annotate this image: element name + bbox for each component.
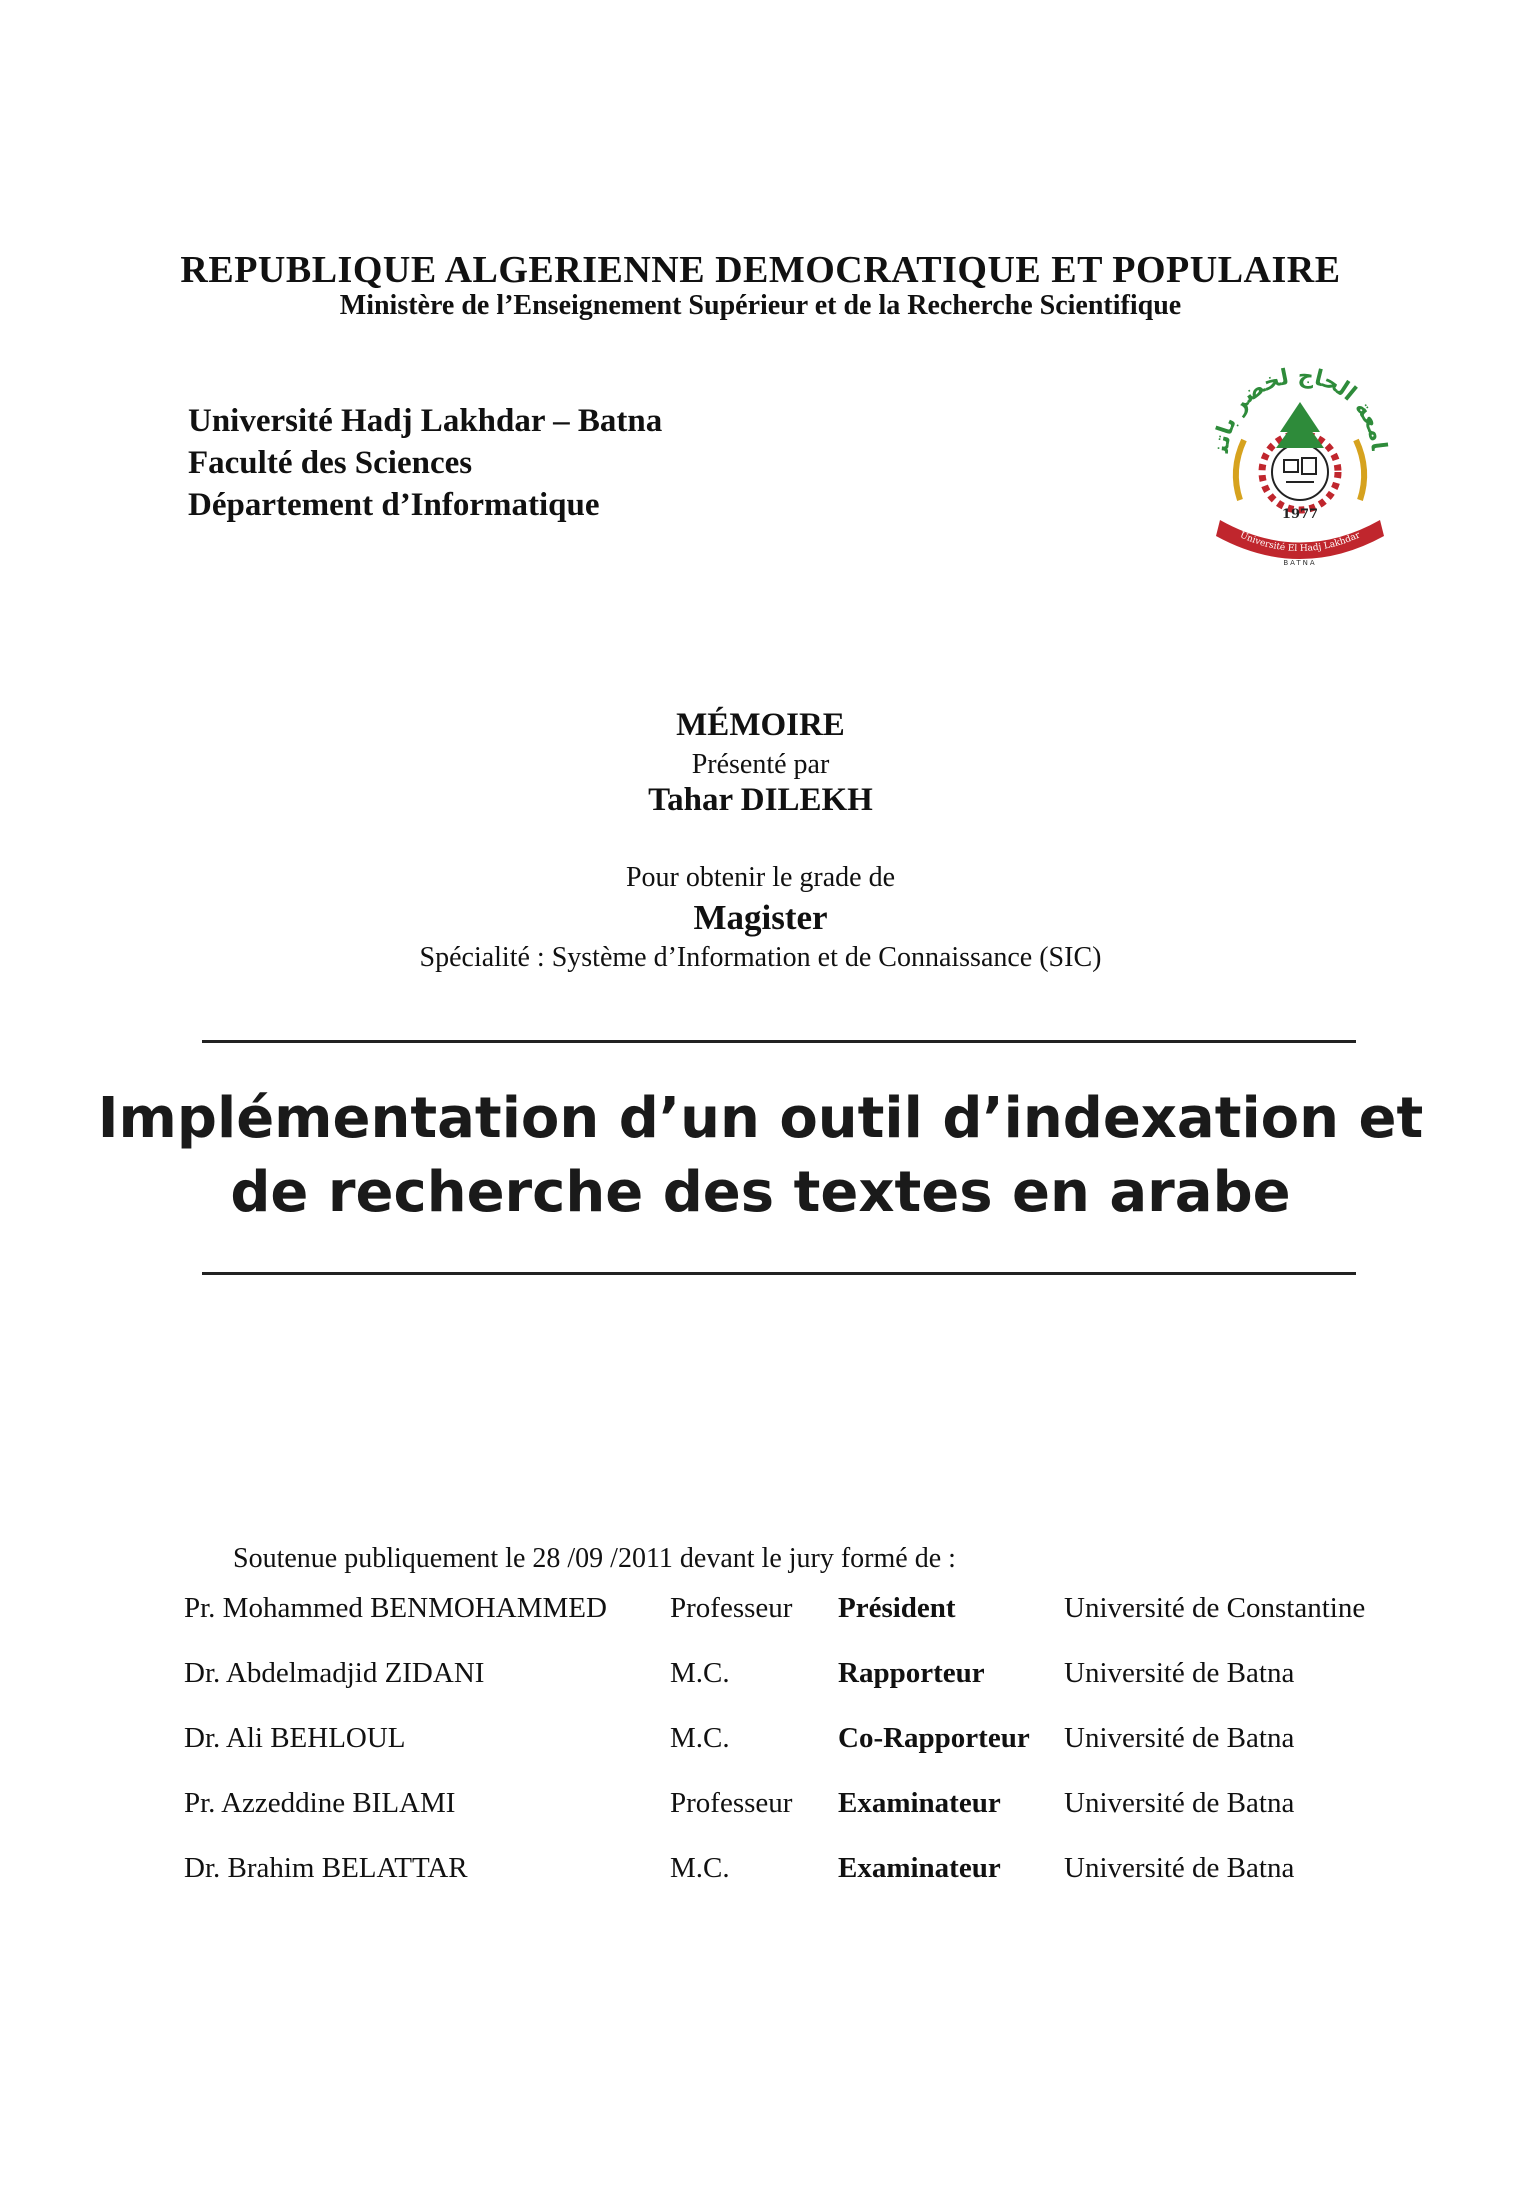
jury-role: Examinateur [838,1852,1001,1884]
jury-role: Président [838,1592,956,1624]
divider-top [202,1040,1356,1043]
thesis-title-line1: Implémentation d’un outil d’indexation et [97,1086,1424,1151]
jury-university: Université de Batna [1064,1722,1295,1754]
ministry-heading: Ministère de l’Enseignement Supérieur et de la Recherche Scientifique [339,290,1182,321]
jury-name: Dr. Abdelmadjid ZIDANI [184,1657,485,1689]
thesis-title [0,1082,1521,1230]
department-name: Département d’Informatique [188,487,600,523]
jury-row [184,1787,1464,1827]
jury-row [184,1852,1464,1892]
faculty-name: Faculté des Sciences [188,445,473,481]
jury-grade: M.C. [670,1722,730,1754]
logo-city: BATNA [1283,559,1317,567]
jury-role: Rapporteur [838,1657,985,1689]
republic-heading: REPUBLIQUE ALGERIENNE DEMOCRATIQUE ET POPULAIRE [180,249,1341,291]
jury-grade: M.C. [670,1657,730,1689]
logo-ribbon-text: Université El Hadj Lakhdar [1238,530,1362,555]
university-seal-icon [1200,360,1400,580]
jury-row [184,1722,1464,1762]
memoire-label: MÉMOIRE [676,707,845,743]
jury-university: Université de Batna [1064,1787,1295,1819]
jury-grade: Professeur [670,1592,793,1624]
institution-block [188,400,662,526]
jury-name: Pr. Azzeddine BILAMI [184,1787,456,1819]
jury-name: Dr. Brahim BELATTAR [184,1852,468,1884]
divider-bottom [202,1272,1356,1275]
university-logo [1200,360,1400,580]
jury-name: Pr. Mohammed BENMOHAMMED [184,1592,607,1624]
degree-name: Magister [693,898,828,937]
specialty: Spécialité : Système d’Information et de Connaissance (SIC) [419,942,1102,973]
jury-grade: Professeur [670,1787,793,1819]
jury-university: Université de Batna [1064,1657,1295,1689]
obtain-text: Pour obtenir le grade de [625,862,896,893]
author-name: Tahar DILEKH [648,782,873,818]
jury-university: Université de Constantine [1064,1592,1366,1624]
jury-name: Dr. Ali BEHLOUL [184,1722,406,1754]
jury-row [184,1657,1464,1697]
jury-row [184,1592,1464,1632]
jury-role: Co-Rapporteur [838,1722,1030,1754]
thesis-title-line2: de recherche des textes en arabe [230,1160,1291,1225]
defense-intro: Soutenue publiquement le 28 /09 /2011 devant le jury formé de : [233,1543,956,1574]
logo-arabic-text: امعة الحاج لخضر باتن [1208,363,1391,454]
jury-grade: M.C. [670,1852,730,1884]
university-name: Université Hadj Lakhdar – Batna [188,403,663,439]
jury-role: Examinateur [838,1787,1001,1819]
presented-by: Présenté par [691,749,830,780]
jury-university: Université de Batna [1064,1852,1295,1884]
logo-year: 1977 [1281,507,1319,522]
